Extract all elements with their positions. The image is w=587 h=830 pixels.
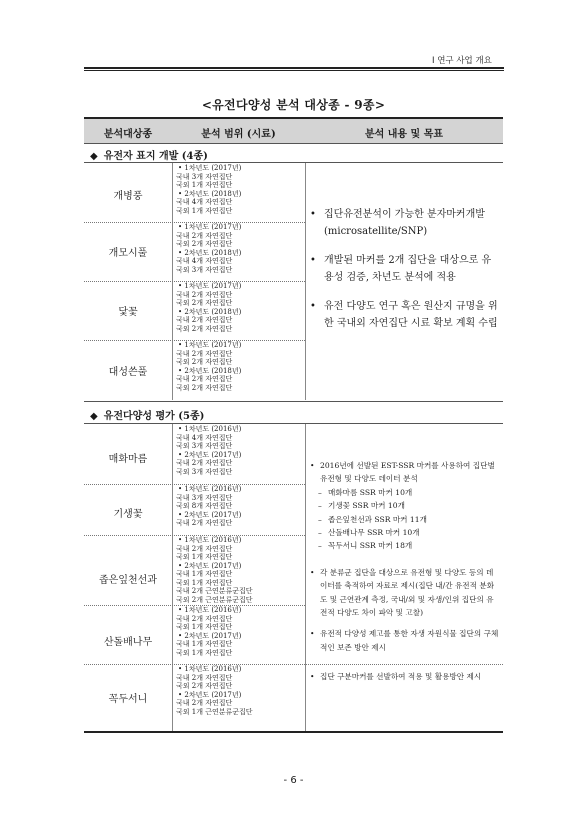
section-label-marker-dev — [90, 147, 208, 162]
species-name: 매화마름 — [108, 454, 148, 465]
running-header: Ⅰ 연구 사업 개요 — [432, 56, 492, 66]
scope-list: • 1차년도 (2016년) 국내 2개 자연집단 국외 1개 자연집단 • 2차년도 (2017년) 국내 1개 자연집단 국외 1개 자연집단 국내 2개 근연분류군집단 국외 2개 근연분류군집단 — [176, 536, 303, 604]
marker-item: – 좁은잎천선과 SSR 마커 11개 — [310, 513, 500, 526]
marker-item: – 기생꽃 SSR 마커 10개 — [310, 499, 500, 512]
scope-list: • 1차년도 (2016년) 국내 2개 자연집단 국외 1개 자연집단 • 2차년도 (2017년) 국내 1개 자연집단 국외 1개 자연집단 — [176, 606, 303, 657]
section2-top-rule — [84, 401, 503, 402]
table-bottom-rule — [84, 731, 503, 733]
species-name: 좁은잎천선과 — [99, 575, 157, 586]
header-rule-thin — [84, 70, 504, 71]
desc-para4: • 집단 구분마커를 선발하여 적용 및 활용방안 제시 — [310, 670, 500, 683]
header-description: 분석 내용 및 목표 — [364, 129, 444, 140]
species-name: 개병풍 — [113, 191, 143, 202]
scope-list: • 1차년도 (2017년) 국내 2개 자연집단 국외 2개 자연집단 • 2차년도 (2018년) 국내 2개 자연집단 국외 2개 자연집단 — [176, 282, 303, 333]
section-label-diversity — [90, 407, 204, 422]
section2-rule — [84, 423, 503, 424]
section1-rule — [84, 162, 503, 163]
species-name: 꼭두서니 — [108, 694, 148, 705]
header-rule — [84, 67, 504, 69]
section1-label-text: 유전자 표지 개발 (4종) — [103, 151, 208, 162]
diamond-bullet-icon: ◆ — [90, 411, 98, 422]
description-diversity-2 — [310, 670, 500, 683]
table-header-row — [84, 119, 503, 144]
species-name: 산돌배나무 — [103, 637, 153, 648]
description-diversity — [310, 459, 500, 654]
scope-list: • 1차년도 (2016년) 국내 4개 자연집단 국외 3개 자연집단 • 2차년도 (2017년) 국내 2개 자연집단 국외 3개 자연집단 — [176, 425, 303, 476]
divider-col2 — [305, 424, 306, 731]
species-name: 닻꽃 — [118, 307, 138, 318]
header-scope: 분석 범위 (시료) — [201, 129, 276, 140]
divider-col2 — [305, 163, 306, 400]
description-markers — [310, 206, 500, 344]
section2-label-text: 유전다양성 평가 (5종) — [103, 411, 205, 422]
table-title: <유전다양성 분석 대상종 - 9종> — [201, 98, 386, 112]
species-name: 개모시풀 — [108, 248, 148, 259]
divider-col1 — [172, 424, 173, 731]
species-name: 대성쓴풀 — [108, 367, 148, 378]
diamond-bullet-icon: ◆ — [90, 151, 98, 162]
desc-intro: • 2016년에 선발된 EST-SSR 마커를 사용하여 집단별 유전형 및 다양도 데이터 분석 — [310, 459, 500, 486]
scope-list: • 1차년도 (2017년) 국내 2개 자연집단 국외 2개 자연집단 • 2차년도 (2018년) 국내 4개 자연집단 국외 3개 자연집단 — [176, 223, 303, 274]
desc-para2: • 각 분류군 집단을 대상으로 유전형 및 다양도 등의 데이터를 축적하여 자료로 제시(집단 내/간 유전적 분화도 및 근연관계 측정, 국내/외 및 자생/인위 집단의 유전적 다양도 차이 파악 및 고찰) — [310, 566, 500, 620]
page-number: - 6 - — [283, 775, 304, 786]
marker-item: – 산돌배나무 SSR 마커 10개 — [310, 526, 500, 539]
scope-list: • 1차년도 (2016년) 국내 3개 자연집단 국외 8개 자연집단 • 2차년도 (2017년) 국내 2개 자연집단 — [176, 485, 303, 528]
desc-item: • 집단유전분석이 가능한 분자마커개발 (microsatellite/SNP) — [310, 206, 500, 240]
marker-item: – 매화마름 SSR 마커 10개 — [310, 486, 500, 499]
desc-item: • 유전 다양도 연구 혹은 원산지 규명을 위한 국내외 자연집단 시료 확보 계획 수립 — [310, 298, 500, 332]
desc-para3: • 유전적 다양성 제고를 통한 자생 자원식물 집단의 구체적인 보존 방안 제시 — [310, 627, 500, 654]
scope-list: • 1차년도 (2017년) 국내 2개 자연집단 국외 2개 자연집단 • 2차년도 (2018년) 국내 2개 자연집단 국외 2개 자연집단 — [176, 341, 303, 392]
desc-item: • 개발된 마커를 2개 집단을 대상으로 유용성 검증, 차년도 분석에 적용 — [310, 252, 500, 286]
marker-item: – 꼭두서니 SSR 마커 18개 — [310, 539, 500, 552]
species-name: 기생꽃 — [113, 509, 143, 520]
scope-list: • 1차년도 (2016년) 국내 2개 자연집단 국외 2개 자연집단 • 2차년도 (2017년) 국내 2개 자연집단 국외 1개 근연분류군집단 — [176, 665, 303, 716]
scope-list: • 1차년도 (2017년) 국내 3개 자연집단 국외 1개 자연집단 • 2차년도 (2018년) 국내 4개 자연집단 국외 1개 자연집단 — [176, 164, 303, 215]
header-species: 분석대상종 — [103, 129, 153, 140]
